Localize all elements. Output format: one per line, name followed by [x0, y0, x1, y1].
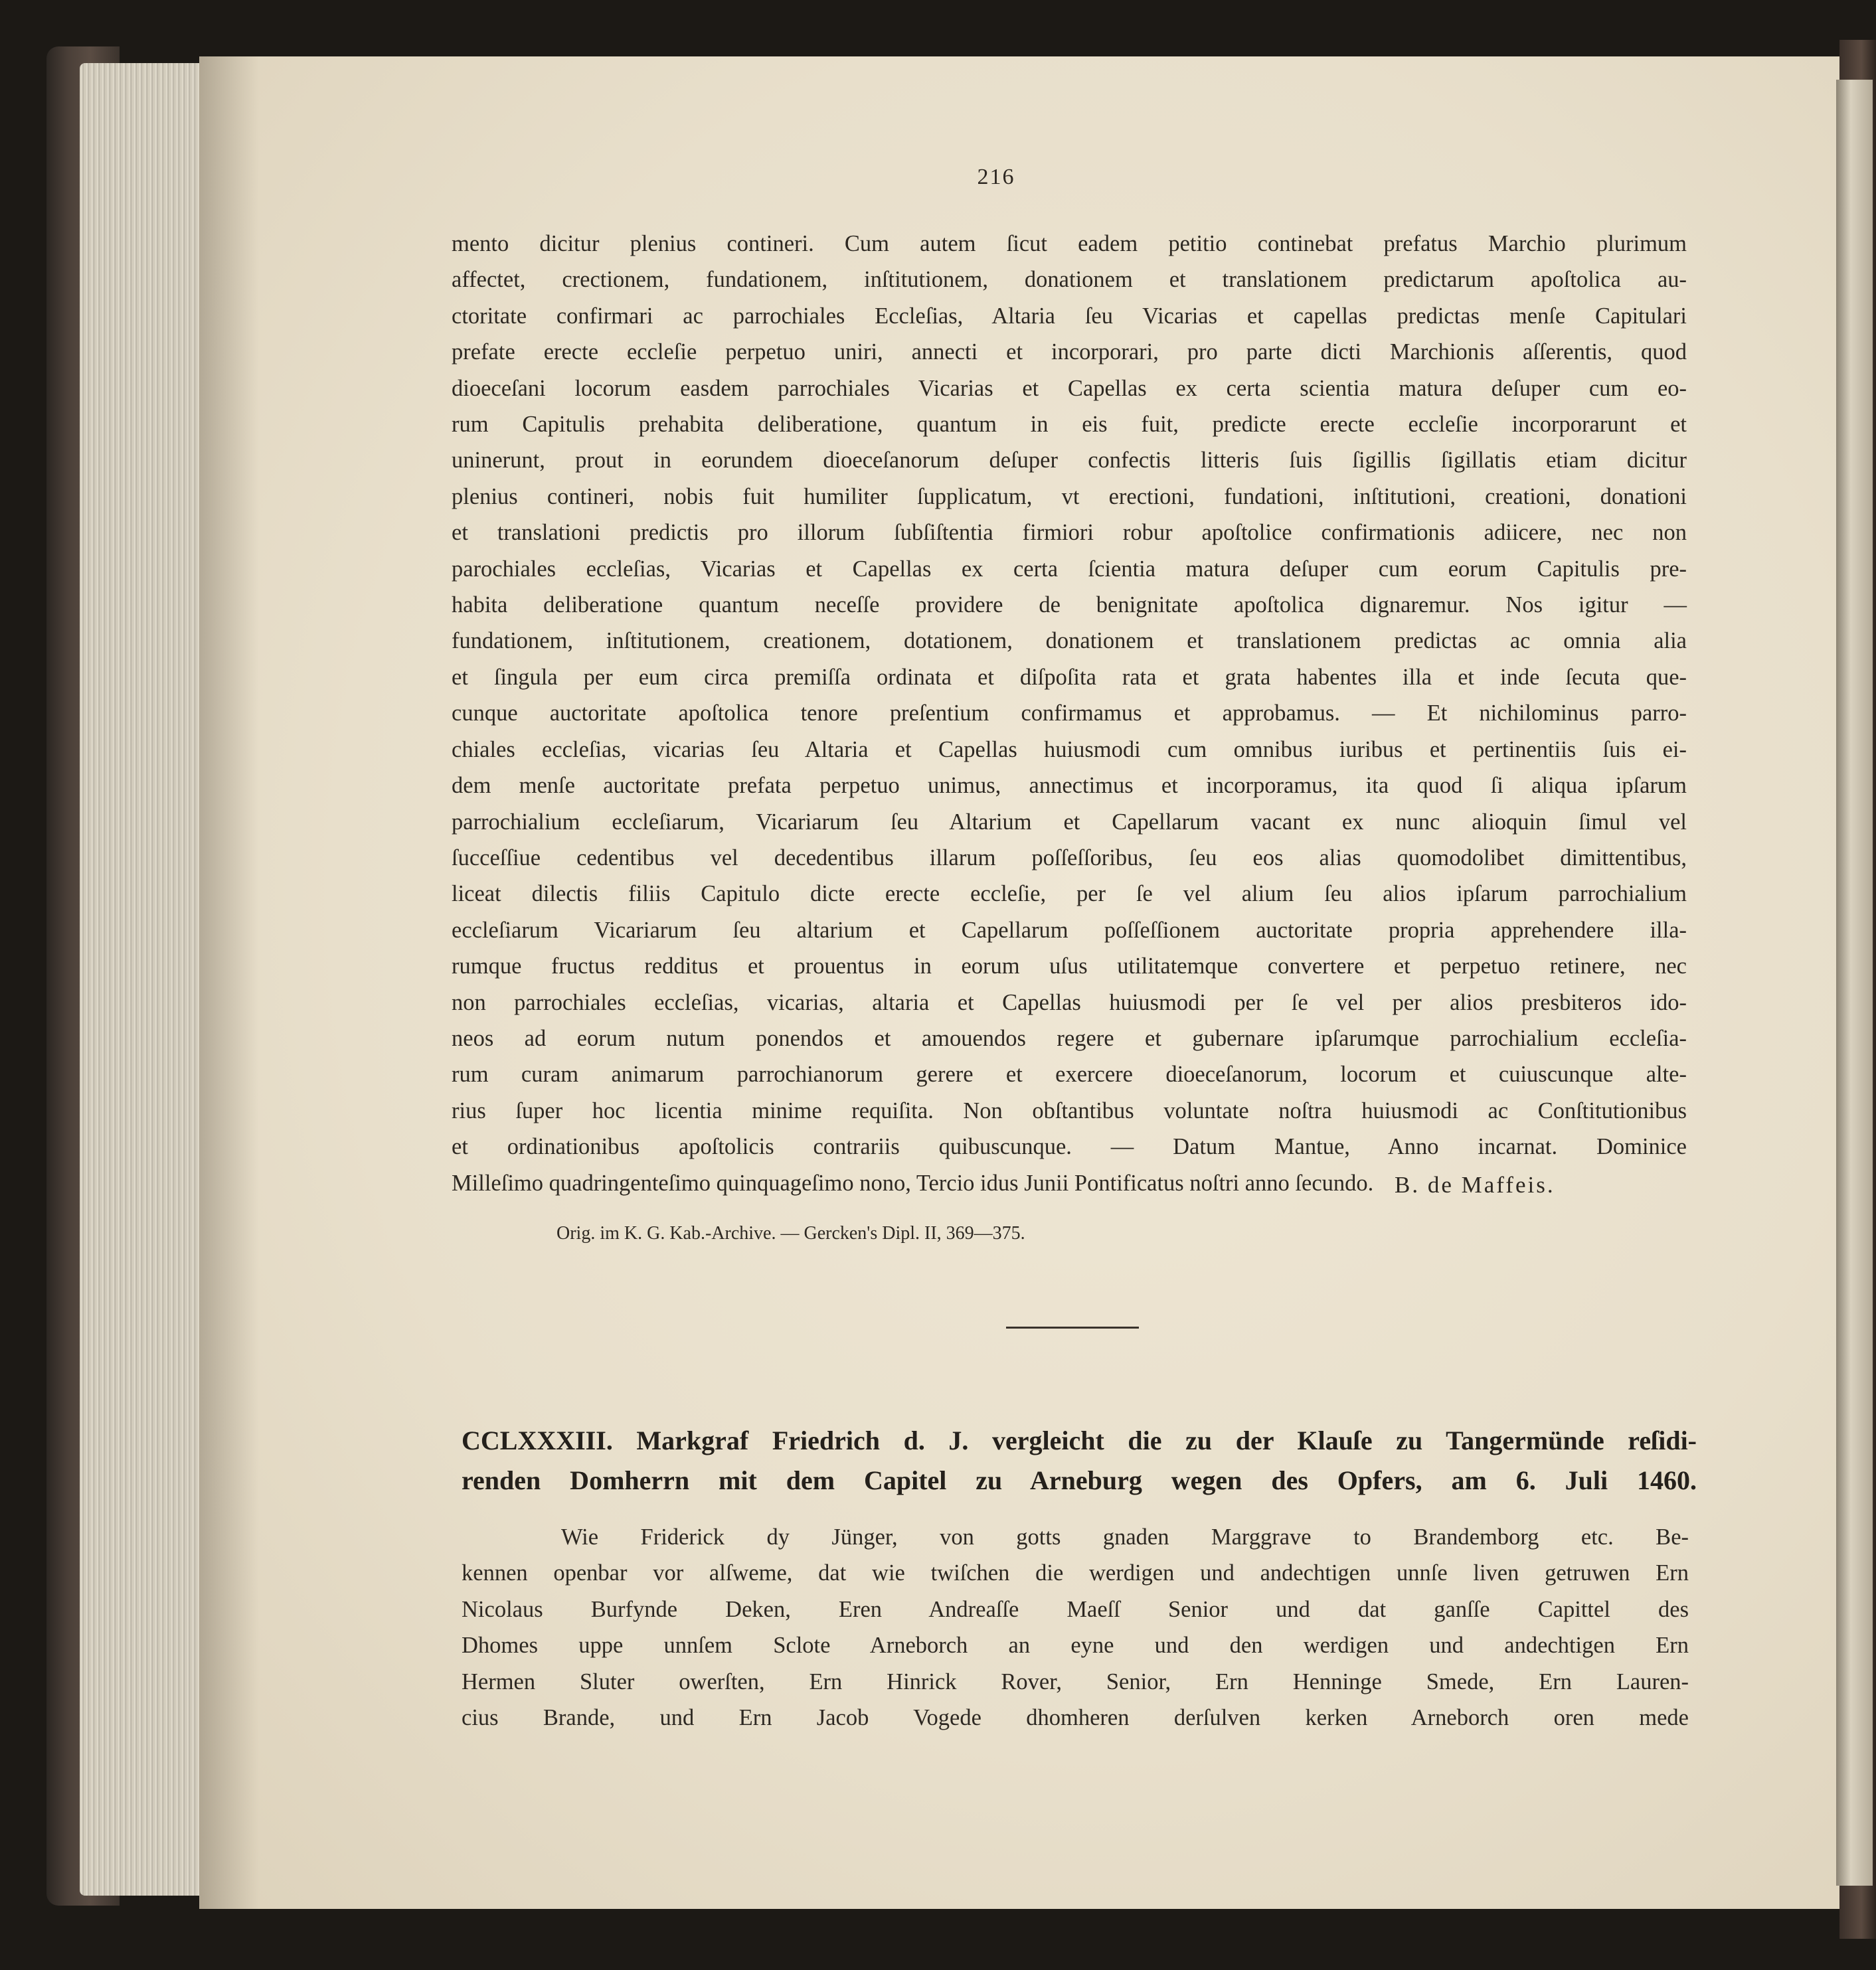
- latin-body-text: [452, 226, 1687, 1201]
- doc-line: cius Brande, und Ern Jacob Vogede dhomheren derſulven kerken Arneborch oren mede: [462, 1705, 1689, 1731]
- body-line: eccleſiarum Vicariarum ſeu altarium et Capellarum poſſeſſionem auctoritate propria apprehendere illa-: [452, 917, 1687, 943]
- body-line: uninerunt, prout in eorundem dioeceſanorum deſuper confectis litteris ſuis ſigillis ſigillatis etiam dicitur: [452, 448, 1687, 473]
- body-line: parochiales eccleſias, Vicarias et Capellas ex certa ſcientia matura deſuper cum eorum Capitulis pre-: [452, 556, 1687, 582]
- body-line: affectet, crectionem, fundationem, inſtitutionem, donationem et translationem predictarum apoſtolica au-: [452, 267, 1687, 293]
- body-line: rum Capitulis prehabita deliberatione, quantum in eis fuit, predicte erecte eccleſie incorporarunt et: [452, 412, 1687, 438]
- body-line: parrochialium eccleſiarum, Vicariarum ſeu Altarium et Capellarum vacant ex nunc alioquin ſimul vel: [452, 809, 1687, 835]
- section-divider: [1006, 1327, 1139, 1329]
- body-line: mento dicitur plenius contineri. Cum autem ſicut eadem petitio continebat prefatus Marchio plurimum: [452, 231, 1687, 256]
- body-line: et ordinationibus apoſtolicis contrariis quibuscunque. — Datum Mantue, Anno incarnat. Dominice: [452, 1134, 1687, 1160]
- body-line: habita deliberatione quantum neceſſe providere de benignitate apoſtolica dignaremur. Nos igitur —: [452, 592, 1687, 618]
- signature: B. de Maffeis.: [1395, 1172, 1555, 1198]
- body-line: plenius contineri, nobis fuit humiliter ſupplicatum, vt erectioni, fundationi, inſtitutioni, creationi, donationi: [452, 483, 1687, 509]
- body-line: rum curam animarum parrochianorum gerere et exercere dioeceſanorum, locorum et cuiuscunque alte-: [452, 1062, 1687, 1088]
- body-line: ctoritate confirmari ac parrochiales Eccleſias, Altaria ſeu Vicarias et capellas predictas menſe Capitulari: [452, 303, 1687, 329]
- body-line: dioeceſani locorum easdem parrochiales Vicarias et Capellas ex certa scientia matura deſuper cum eo-: [452, 375, 1687, 401]
- body-line: rumque fructus redditus et prouentus in eorum uſus utilitatemque convertere et perpetuo retinere, nec: [452, 953, 1687, 979]
- body-line: fundationem, inſtitutionem, creationem, dotationem, donationem et translationem predictas ac omnia alia: [452, 628, 1687, 654]
- doc-line: Hermen Sluter owerſten, Ern Hinrick Rover, Senior, Ern Henninge Smede, Ern Lauren-: [462, 1669, 1689, 1694]
- body-line: dem menſe auctoritate prefata perpetuo unimus, annectimus et incorporamus, ita quod ſi aliqua ipſarum: [452, 773, 1687, 799]
- body-line-last: Milleſimo quadringenteſimo quinquageſimo nono, Tercio idus Junii Pontificatus noſtri anno ſecundo.: [452, 1170, 1374, 1196]
- body-line: ſucceſſiue cedentibus vel decedentibus illarum poſſeſſoribus, ſeu eos alias quomodolibet dimittentibus,: [452, 845, 1687, 870]
- page-number: 216: [977, 165, 1015, 189]
- body-line: et translationi predictis pro illorum ſubſiſtentia firmiori robur apoſtolice confirmationis adiicere, nec non: [452, 520, 1687, 546]
- body-line: neos ad eorum nutum ponendos et amouendos regere et gubernare ipſarumque parrochialium eccleſia-: [452, 1025, 1687, 1051]
- heading-line: CCLXXXIII. Markgraf Friedrich d. J. vergleicht die zu der Klauſe zu Tangermünde reſidi-: [462, 1426, 1697, 1455]
- body-line: cunque auctoritate apoſtolica tenore preſentium confirmamus et approbamus. — Et nichilominus parro-: [452, 700, 1687, 726]
- body-line: rius ſuper hoc licentia minime requiſita. Non obſtantibus voluntate noſtra huiusmodi ac Conſtitutionibus: [452, 1098, 1687, 1123]
- body-line: non parrochiales eccleſias, vicarias, altaria et Capellas huiusmodi per ſe vel per alios presbiteros ido-: [452, 989, 1687, 1015]
- document-heading: [462, 1421, 1697, 1501]
- doc-line: Dhomes uppe unnſem Sclote Arneborch an eyne und den werdigen und andechtigen Ern: [462, 1633, 1689, 1659]
- source-note: Orig. im K. G. Kab.-Archive. — Gercken's Dipl. II, 369—375.: [556, 1223, 1025, 1244]
- doc-line: kennen openbar vor alſweme, dat wie twiſchen die werdigen und andechtigen unnſe liven getruwen Ern: [462, 1560, 1689, 1586]
- heading-line: renden Domherrn mit dem Capitel zu Arneburg wegen des Opfers, am 6. Juli 1460.: [462, 1465, 1697, 1495]
- body-line: prefate erecte eccleſie perpetuo uniri, annecti et incorporari, pro parte dicti Marchionis aſſerentis, quod: [452, 339, 1687, 365]
- german-document-text: [462, 1519, 1689, 1736]
- doc-line: Nicolaus Burfynde Deken, Eren Andreaſſe Maeſſ Senior und dat ganſſe Capittel des: [462, 1596, 1689, 1622]
- body-line: liceat dilectis filiis Capitulo dicte erecte eccleſie, per ſe vel alium ſeu alios ipſarum parrochialium: [452, 881, 1687, 907]
- body-line: chiales eccleſias, vicarias ſeu Altaria et Capellas huiusmodi cum omnibus iuribus et pertinentiis ſuis ei-: [452, 736, 1687, 762]
- doc-line: Wie Friderick dy Jünger, von gotts gnaden Marggrave to Brandemborg etc. Be-: [561, 1524, 1689, 1550]
- body-line: et ſingula per eum circa premiſſa ordinata et diſpoſita rata et grata habentes illa et inde ſecuta que-: [452, 664, 1687, 690]
